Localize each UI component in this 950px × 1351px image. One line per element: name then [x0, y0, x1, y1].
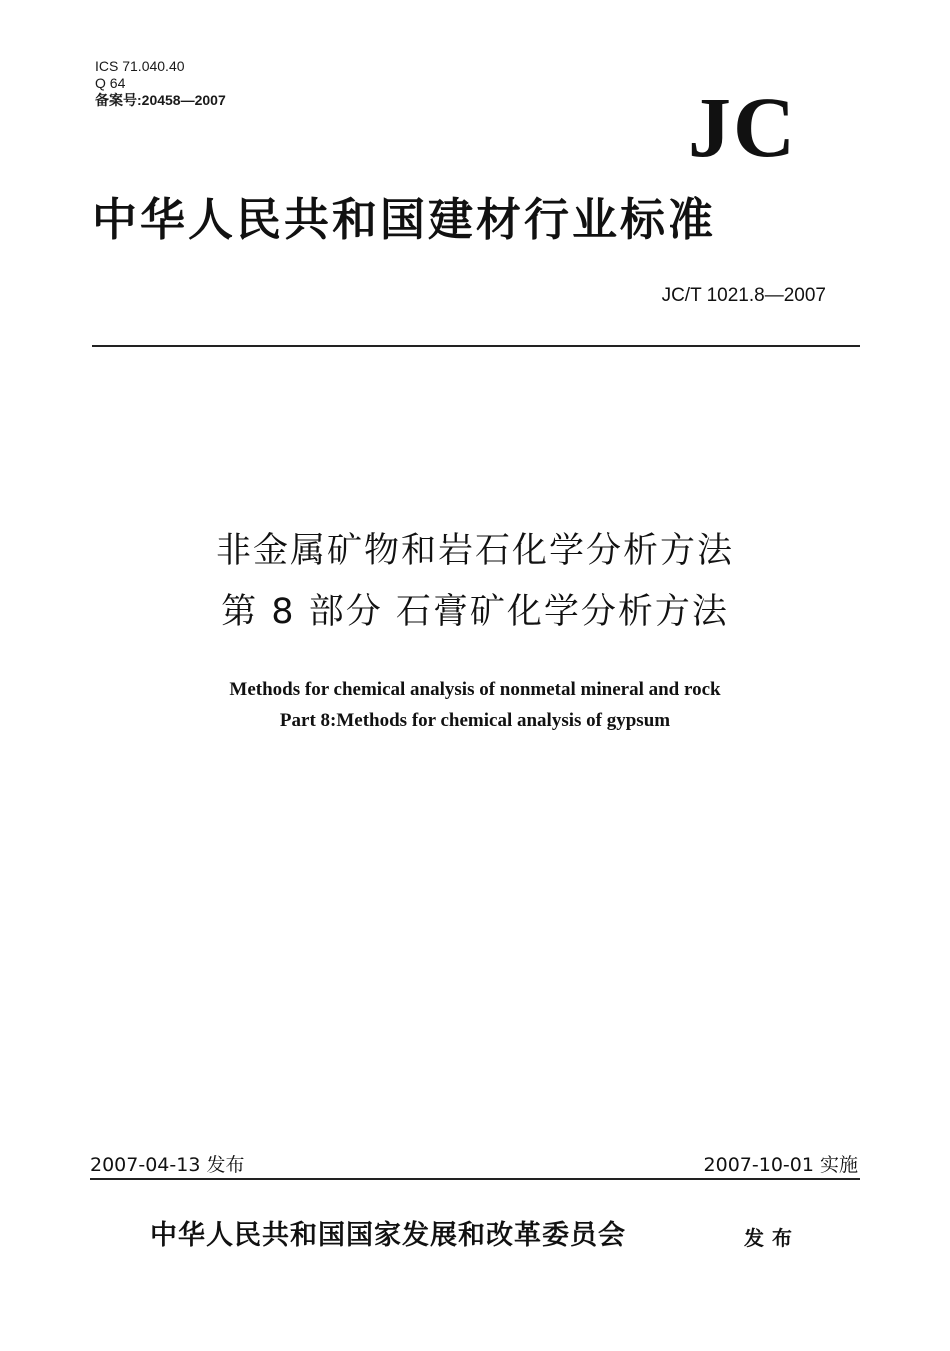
jc-logo: JC [688, 79, 798, 175]
ics-code: ICS 71.040.40 [95, 58, 185, 74]
cn-title-part: 第 8 部分 石膏矿化学分析方法 [221, 592, 729, 632]
implementation-date: 2007-10-01 实施 [703, 1154, 858, 1176]
issue-date: 2007-04-13 发布 [90, 1154, 245, 1176]
en-title-main: Methods for chemical analysis of nonmetal mineral and rock [229, 679, 721, 700]
publisher-action: 发布 [744, 1226, 800, 1250]
standard-title: 中华人民共和国建材行业标准 [92, 193, 717, 246]
standard-number: JC/T 1021.8—2007 [661, 285, 826, 306]
publisher-name: 中华人民共和国国家发展和改革委员会 [150, 1220, 626, 1251]
record-number: 备案号:20458—2007 [95, 92, 226, 108]
bottom-divider [90, 1178, 860, 1180]
ccs-code: Q 64 [95, 75, 126, 91]
cn-title-main: 非金属矿物和岩石化学分析方法 [215, 531, 734, 571]
en-title-part: Part 8:Methods for chemical analysis of gypsum [279, 710, 671, 731]
classification-block [95, 58, 226, 109]
top-divider [92, 345, 860, 347]
